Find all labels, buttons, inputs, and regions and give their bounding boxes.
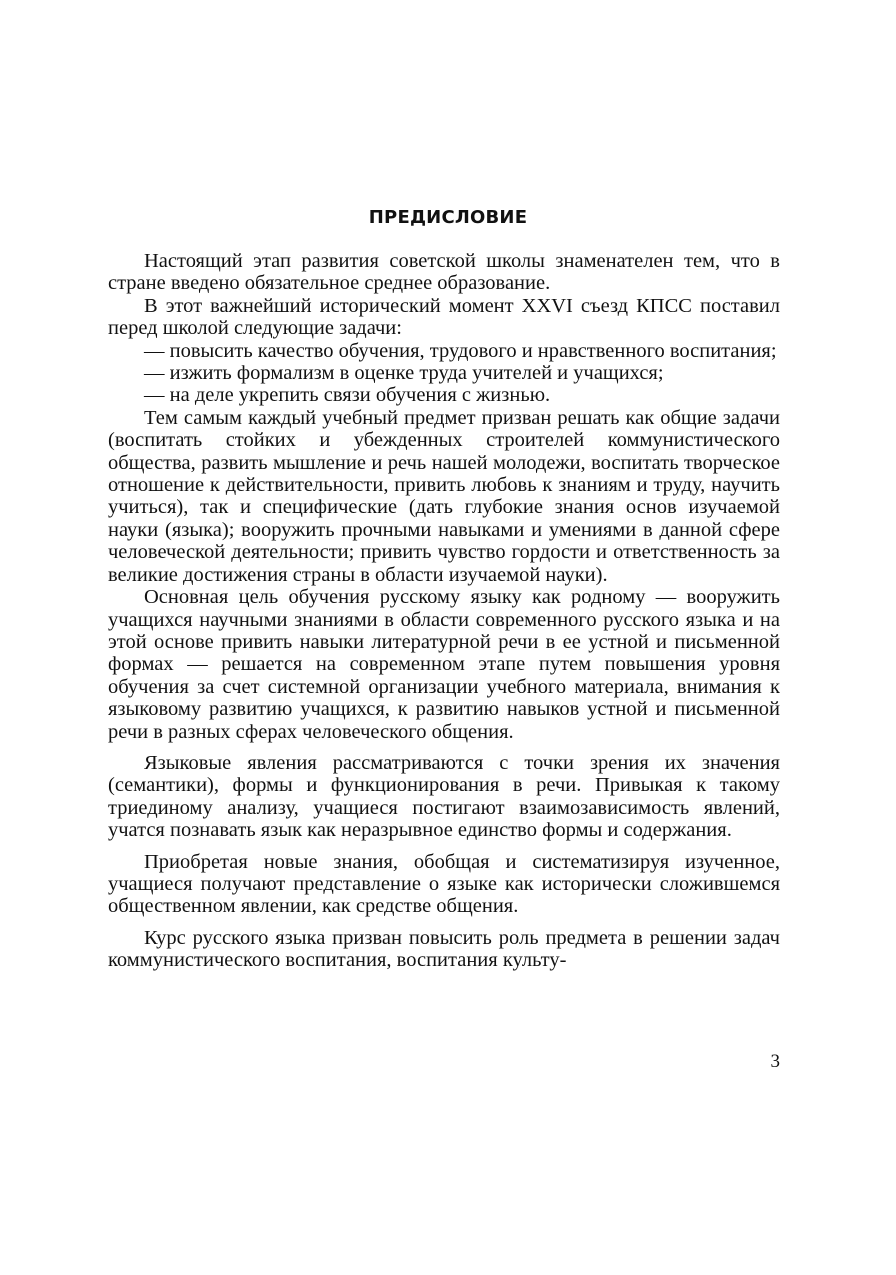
paragraph-course-role: Курс русского языка призван повысить роль предмета в решении задач коммунистического воспитания, воспитания культу- — [108, 926, 780, 972]
paragraph-subject-tasks: Тем самым каждый учебный предмет призван решать как общие задачи (воспитать стойких и убежденных строителей коммунистического общества, развить мышление и речь нашей молодежи, воспитать творческое отношение к действительности, привить любовь к знаниям и труду, научить учиться), так и специфические (дать глубокие знания основ изучаемой науки (языка); вооружить прочными навыками и умениями в данной сфере человеческой деятельности; привить чувство гордости и ответственность за великие достижения страны в области изучаемой науки). — [108, 406, 780, 586]
list-item-task-life-links: — на деле укрепить связи обучения с жизнью. — [144, 384, 551, 407]
page-number: 3 — [770, 1051, 780, 1072]
list-item-task-quality: — повысить качество обучения, трудового и нравственного воспитания; — [144, 339, 777, 362]
paragraph-congress-tasks: В этот важнейший исторический момент XXVI съезд КПСС поставил перед школой следующие задачи: — [108, 294, 780, 340]
list-item-task-formalism: — изжить формализм в оценке труда учителей и учащихся; — [144, 362, 664, 385]
body-text — [108, 250, 780, 972]
paragraph-main-goal: Основная цель обучения русскому языку как родному — вооружить учащихся научными знаниями в области современного русского языка и на этой основе привить навыки литературной речи в ее устной и письменной формах — решается на современном этапе путем повышения уровня обучения за счет системной организации учебного материала, внимания к языковому развитию учащихся, к развитию навыков устной и письменной речи в разных сферах человеческого общения. — [108, 586, 780, 743]
paragraph-intro: Настоящий этап развития советской школы знаменателен тем, что в стране введено обязательное среднее образование. — [108, 250, 780, 295]
paragraph-new-knowledge: Приобретая новые знания, обобщая и систематизируя изученное, учащиеся получают представление о языке как исторически сложившемся общественном явлении, как средстве общения. — [108, 850, 780, 918]
page-title: ПРЕДИСЛОВИЕ — [368, 207, 528, 228]
paragraph-language-phenomena: Языковые явления рассматриваются с точки зрения их значения (семантики), формы и функционирования в речи. Привыкая к такому триединому анализу, учащиеся постигают взаимозависимость явлений, учатся познавать язык как неразрывное единство формы и содержания. — [108, 751, 780, 842]
